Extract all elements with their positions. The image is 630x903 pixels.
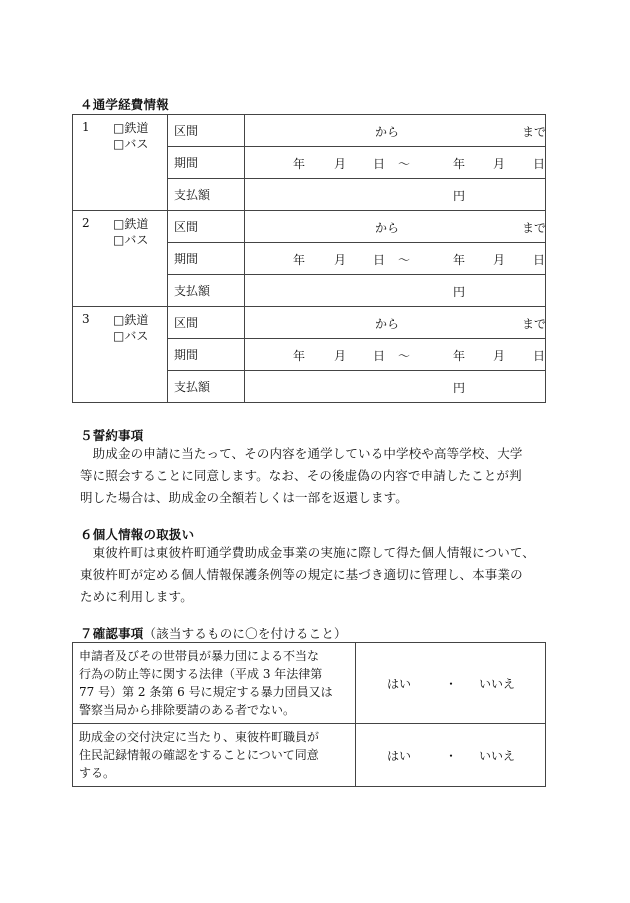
day-word: 日 (373, 157, 386, 171)
amount-value-cell[interactable] (245, 371, 546, 403)
month-word: 月 (334, 349, 347, 363)
question-line: 行為の防止等に関する法律（平成 3 年法律第 (79, 667, 323, 681)
year-word: 年 (293, 157, 306, 171)
section-label: 区間 (168, 211, 245, 243)
from-word: から (375, 317, 400, 331)
bus-checkbox-option[interactable]: □バス (113, 233, 149, 247)
entry-number: 2 (82, 216, 90, 230)
day-word: 日 (373, 349, 386, 363)
bus-checkbox-option[interactable]: □バス (113, 329, 149, 343)
to-word: まで (522, 317, 547, 331)
pledge-paragraph (80, 443, 570, 509)
confirmation-table (72, 642, 546, 787)
period-value-cell[interactable] (245, 147, 546, 179)
period-label: 期間 (168, 339, 245, 371)
paragraph-line: 東彼杵町は東彼杵町通学費助成金事業の実施に際して得た個人情報について、 (80, 545, 535, 560)
section5-title: ５誓約事項 (80, 428, 144, 443)
section-value-cell[interactable] (245, 307, 546, 339)
section5-heading (80, 426, 144, 444)
entry-number: 3 (82, 312, 90, 326)
separator-dot: ・ (445, 749, 458, 763)
question-line: する。 (79, 766, 116, 780)
paragraph-line: 助成金の申請に当たって、その内容を通学している中学校や高等学校、大学 (80, 446, 523, 461)
yes-option[interactable]: はい (387, 677, 412, 691)
amount-label: 支払額 (168, 371, 245, 403)
day-word: 日 (533, 253, 546, 267)
day-word: 日 (533, 157, 546, 171)
from-word: から (375, 221, 400, 235)
entry-number-cell (73, 115, 164, 211)
month-word: 月 (493, 349, 506, 363)
bus-checkbox-option[interactable]: □バス (113, 137, 149, 151)
section-value-cell[interactable] (245, 115, 546, 147)
no-option[interactable]: いいえ (479, 677, 516, 691)
entry-number: 1 (82, 120, 90, 134)
paragraph-line: ために利用します。 (80, 589, 193, 604)
month-word: 月 (493, 253, 506, 267)
month-word: 月 (334, 253, 347, 267)
amount-value-cell[interactable] (245, 179, 546, 211)
answer-cell (356, 724, 546, 787)
entry-number-cell (73, 307, 164, 403)
no-option[interactable]: いいえ (479, 749, 516, 763)
year-word: 年 (293, 349, 306, 363)
commute-expense-table (72, 114, 546, 403)
yen-word: 円 (453, 189, 466, 203)
entry-number-cell (73, 211, 164, 307)
yen-word: 円 (453, 381, 466, 395)
amount-value-cell[interactable] (245, 275, 546, 307)
separator-dot: ・ (445, 677, 458, 691)
amount-label: 支払額 (168, 179, 245, 211)
privacy-paragraph (80, 542, 570, 608)
tilde-word: 〜 (398, 349, 411, 363)
year-word: 年 (453, 157, 466, 171)
question-line: 住民記録情報の確認をすることについて同意 (79, 748, 319, 762)
rail-checkbox-option[interactable]: □鉄道 (113, 217, 149, 231)
section-label: 区間 (168, 115, 245, 147)
section6-heading (80, 525, 194, 543)
section7-heading (80, 624, 347, 642)
paragraph-line: 東彼杵町が定める個人情報保護条例等の規定に基づき適切に管理し、本事業の (80, 567, 523, 582)
rail-checkbox-option[interactable]: □鉄道 (113, 121, 149, 135)
period-label: 期間 (168, 147, 245, 179)
yen-word: 円 (453, 285, 466, 299)
answer-cell (356, 643, 546, 724)
yes-option[interactable]: はい (387, 749, 412, 763)
section6-title: ６個人情報の取扱い (80, 527, 195, 542)
day-word: 日 (533, 349, 546, 363)
section7-title: ７確認事項 (80, 626, 144, 641)
month-word: 月 (334, 157, 347, 171)
year-word: 年 (293, 253, 306, 267)
tilde-word: 〜 (398, 253, 411, 267)
table-row (73, 115, 546, 147)
paragraph-line: 明した場合は、助成金の全額若しくは一部を返還します。 (80, 490, 408, 505)
period-label: 期間 (168, 243, 245, 275)
rail-checkbox-option[interactable]: □鉄道 (113, 313, 149, 327)
to-word: まで (522, 221, 547, 235)
section-label: 区間 (168, 307, 245, 339)
tilde-word: 〜 (398, 157, 411, 171)
amount-label: 支払額 (168, 275, 245, 307)
question-cell (73, 724, 356, 787)
paragraph-line: 等に照会することに同意します。なお、その後虚偽の内容で申請したことが判 (80, 468, 522, 483)
question-cell (73, 643, 356, 724)
period-value-cell[interactable] (245, 243, 546, 275)
question-line: 77 号）第 2 条第 6 号に規定する暴力団員又は (79, 685, 333, 699)
question-line: 申請者及びその世帯員が暴力団による不当な (79, 649, 320, 663)
year-word: 年 (453, 349, 466, 363)
year-word: 年 (453, 253, 466, 267)
section4-title: ４通学経費情報 (80, 97, 169, 112)
section4-heading (80, 95, 169, 113)
table-row (73, 307, 546, 339)
month-word: 月 (493, 157, 506, 171)
table-row (73, 211, 546, 243)
question-line: 助成金の交付決定に当たり、東彼杵町職員が (79, 730, 320, 744)
section7-subtitle: （該当するものに〇を付けること） (143, 626, 347, 641)
section-value-cell[interactable] (245, 211, 546, 243)
table-row (73, 724, 546, 787)
day-word: 日 (373, 253, 386, 267)
to-word: まで (522, 125, 547, 139)
question-line: 警察当局から排除要請のある者でない。 (79, 703, 296, 717)
from-word: から (375, 125, 400, 139)
table-row (73, 643, 546, 724)
period-value-cell[interactable] (245, 339, 546, 371)
